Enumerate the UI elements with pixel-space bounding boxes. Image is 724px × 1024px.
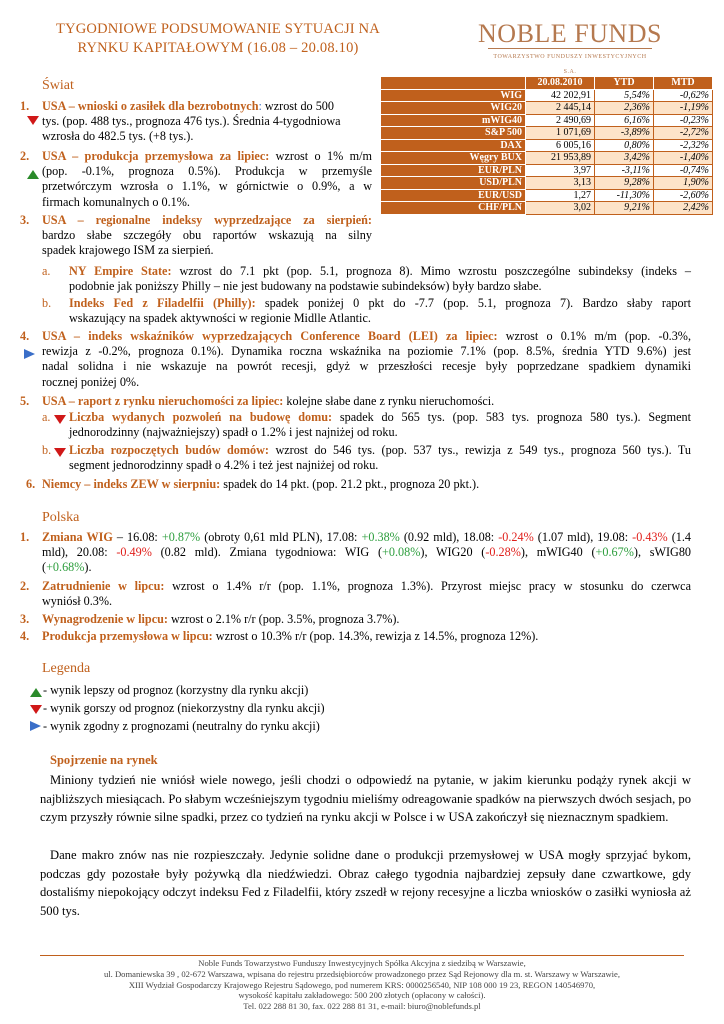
table-row [381,202,713,215]
legend-up-text: - wynik lepszy od prognoz (korzystny dla rynku akcji) [43,683,309,697]
table-row [381,102,713,115]
item-heading: Wynagrodzenie w lipcu: [42,612,168,626]
item-number: 3. [20,612,30,626]
item-line: mld), 20.08: -0.49% (0.82 mld). Zmiana tygodniowa: WIG (+0.08%), WIG20 (-0.28%), mWIG40 (+0.67%), sWIG80 [42,545,692,560]
item-heading: Liczba wydanych pozwoleń na budowę domu: [69,410,333,424]
down-arrow-icon [54,448,66,457]
item-line: Niemcy – indeks ZEW w sierpniu: spadek do 14 pkt. (pop. 21.2 pkt., prognoza 20 pkt.). [42,477,480,491]
row-value: 42 202,91 [526,89,595,102]
row-label: mWIG40 [381,114,526,127]
item-line: rocznej poniżej 0%. [42,374,140,389]
item-number: 2. [20,149,30,163]
row-label: CHF/PLN [381,202,526,215]
item-line: Produkcja przemysłowa w lipcu: wzrost o 10.3% r/r (pop. 14.3%, rewizja z 14.5%, prognoza 12%). [42,629,539,643]
world-item-3a [69,264,691,294]
up-arrow-icon [30,688,42,697]
row-mtd: -2,60% [654,189,713,202]
row-value: 6 005,16 [526,139,595,152]
row-mtd: -1,19% [654,102,713,115]
row-ytd: 5,54% [595,89,654,102]
world-item-4 [42,329,691,390]
world-heading: Świat [42,78,74,93]
poland-item-2 [42,579,691,609]
table-corner [381,77,526,90]
item-heading: USA – raport z rynku nieruchomości za lipiec: [42,394,284,408]
item-line: (pop. -0.1%, prognoza 0.5%). Produkcja w przemyśle [42,164,372,179]
item-heading: USA – regionalne indeksy wyprzedzające za sierpień: [42,213,372,227]
poland-heading: Polska [42,510,80,525]
item-line: bardzo słabe szczegóły obu raportów wskazują na silny [42,228,372,243]
poland-item-1 [42,530,691,576]
up-arrow-icon [27,170,39,179]
item-line: Liczba wydanych pozwoleń na budowę domu: spadek do 565 tys. (pop. 583 tys. prognoza 580 tys.). Segment [69,410,692,424]
sub-item-mark: b. [42,443,52,457]
table-row [381,127,713,140]
row-value: 21 953,89 [526,152,595,165]
item-heading: USA – produkcja przemysłowa za lipiec: [42,149,270,163]
title-line-1: TYGODNIOWE PODSUMOWANIE SYTUACJI NA [56,21,380,37]
item-line: USA – indeks wskaźników wyprzedzających Conference Board (LEI) za lipiec: wzrost o 0.1% m/m (pop. -0.3%, [42,329,692,343]
row-label: USD/PLN [381,177,526,190]
row-label: WIG [381,89,526,102]
table-row [381,139,713,152]
item-line: wzrosła do 482.5 tys. (+8 tys.). [42,129,194,144]
noble-funds-logo [470,20,670,80]
down-arrow-icon [54,415,66,424]
world-item-1 [42,99,372,145]
item-line: Zmiana WIG – 16.08: +0.87% (obroty 0,61 mld PLN), 17.08: +0.38% (0.92 mld), 18.08: -0.24% (1.07 mld), 19.08: -0.43% (1.4 [42,530,692,544]
row-value: 1,27 [526,189,595,202]
item-number: 5. [20,394,30,408]
item-number: 4. [20,329,30,343]
row-label: Węgry BUX [381,152,526,165]
world-item-6 [42,477,691,492]
row-ytd: 9,21% [595,202,654,215]
legend-heading: Legenda [42,661,91,676]
footer-line: Noble Funds Towarzystwo Funduszy Inwestycyjnych Spółka Akcyjna z siedzibą w Warszawie, [198,958,526,968]
outlook-paragraph-1: Miniony tydzień nie wniósł wiele nowego, jeśli chodzi o odpowiedź na pytanie, w jakim kierunku podąży rynek akcji w najbliższych miesiącach. Po słabym wcześniejszym tygodniu mieliśmy odreagowanie spadków na pierwszych dwóch sesjach, po czym przyszły równie silne spadki, przez co tydzień na rynku akcji w Polsce i w USA zakończył się nieznacznym spadkiem. [40,773,691,825]
outlook-paragraph-2: Dane makro znów nas nie rozpieszczały. Jedynie solidne dane o produkcji przemysłowej w USA mogły sprzyjać bykom, podczas gdy pozostałe były pożywką dla niedźwiedzi. Obraz całego tygodnia najbardziej zepsuły dane czwartkowe, gdy dostaliśmy niepokojący odczyt indeksu Fed z Filadelfii, który zszedł w rejony recesyjne a liczba wniosków o zasiłki wyniosła aż 500 tys. [40,848,691,918]
sub-item-mark: a. [42,410,51,424]
item-number: 4. [20,629,30,643]
world-item-2 [42,149,372,210]
row-mtd: -1,40% [654,152,713,165]
item-line: Indeks Fed z Filadelfii (Philly): spadek poniżej 0 pkt do -7.7 (pop. 5.1, prognoza 7). Bardzo słaby raport [69,296,691,310]
table-row [381,89,713,102]
item-line: spadek krajowego ISM za sierpień. [42,243,214,258]
item-line: USA – wnioski o zasiłek dla bezrobotnych: wzrost do 500 [42,99,334,113]
item-line: nadal solidna i nie wskazuje na powrót recesji, gdyż w przeszłości recesje były poprzedzane spadkiem dynamiki [42,359,691,374]
world-item-3b [69,296,691,326]
world-item-5 [42,394,691,409]
row-ytd: -3,11% [595,164,654,177]
row-mtd: -0,23% [654,114,713,127]
market-table-header [381,77,713,90]
outlook-heading: Spojrzenie na rynek [50,753,158,767]
row-ytd: 3,42% [595,152,654,165]
item-line: Zatrudnienie w lipcu: wzrost o 1.4% r/r (pop. 1.1%, prognoza 1.3%). Przyrost miejsc pracy w stosunku do czerwca [42,579,691,593]
sub-item-mark: b. [42,296,52,310]
item-number: 6. [26,477,36,491]
row-value: 3,13 [526,177,595,190]
world-item-5a [69,410,691,440]
world-item-5b [69,443,691,473]
item-heading: Liczba rozpoczętych budów domów: [69,443,269,457]
item-line: podobnie jak poniższy Philly – nie jest budowany na podstawie subindeksów) były bardzo słabe. [69,279,542,294]
world-item-3 [42,213,372,259]
footer-line: ul. Domaniewska 39 , 02-672 Warszawa, wpisana do rejestru przedsiębiorców prowadzonego przez Sąd Rejonowy dla m. st. Warszawy w Warszawie, [103,968,621,979]
table-row [381,189,713,202]
row-value: 2 445,14 [526,102,595,115]
neutral-arrow-icon [30,721,41,731]
item-line: tys. (pop. 488 tys., prognoza 476 tys.). Średnia 4-tygodniowa [42,114,341,129]
row-label: EUR/USD [381,189,526,202]
item-line: USA – raport z rynku nieruchomości za lipiec: kolejne słabe dane z rynku nieruchomości. [42,394,495,408]
item-line: firmach komunalnych o 0.1%. [42,194,190,209]
row-ytd: 9,28% [595,177,654,190]
footer [40,955,684,1012]
table-row [381,114,713,127]
row-ytd: -3,89% [595,127,654,140]
legend-down-text: - wynik gorszy od prognoz (niekorzystny dla rynku akcji) [43,701,325,715]
row-mtd: -0,62% [654,89,713,102]
item-heading: NY Empire State: [69,264,172,278]
item-line: Wynagrodzenie w lipcu: wzrost o 2.1% r/r (pop. 3.5%, prognoza 3.7%). [42,612,400,626]
item-line: Liczba rozpoczętych budów domów: wzrost do 546 tys. (pop. 537 tys., rewizja z 549 tys., prognoza 560 tys.). Tu [69,443,691,457]
down-arrow-icon [27,116,39,125]
item-heading: Niemcy – indeks ZEW w sierpniu: [42,477,221,491]
logo-sub-text: TOWARZYSTWO FUNDUSZY INWESTYCYJNYCH S.A. [488,48,652,80]
legend-neutral-text: - wynik zgodny z prognozami (neutralny do rynku akcji) [43,719,320,733]
item-line: przetwórczym wzrosła o 1.1%, w górnictwie o 0.9%, a w [42,179,372,194]
item-heading: USA – wnioski o zasiłek dla bezrobotnych [42,99,259,113]
item-number: 2. [20,579,30,593]
market-table [380,76,713,215]
row-ytd: 6,16% [595,114,654,127]
item-line: segment jednorodzinny spadł o 4.2% i też jest najniżej od roku. [69,458,379,473]
neutral-arrow-icon [24,349,35,359]
item-number: 1. [20,530,30,544]
col-ytd: YTD [595,77,654,90]
row-value: 3,97 [526,164,595,177]
row-mtd: -0,74% [654,164,713,177]
item-line: NY Empire State: wzrost do 7.1 pkt (pop. 5.1, prognoza 8). Mimo wzrostu poszczególne subindeksy (indeks – [69,264,692,278]
row-mtd: 1,90% [654,177,713,190]
col-date: 20.08.2010 [526,77,595,90]
footer-line: wysokość kapitału zakładowego: 500 200 złotych (opłacony w całości). [238,990,486,1001]
item-line [42,213,372,228]
row-label: WIG20 [381,102,526,115]
logo-main-text: NOBLE FUNDS [478,19,662,48]
item-line: (+0.68%). [42,560,92,575]
item-line: wyniósł 0.3%. [42,594,113,609]
table-row [381,177,713,190]
footer-line: Tel. 022 288 81 30, fax. 022 288 81 31, e-mail: biuro@noblefunds.pl [243,1001,481,1012]
item-line: USA – produkcja przemysłowa za lipiec: wzrost o 1% m/m [42,149,372,163]
row-label: EUR/PLN [381,164,526,177]
item-heading: Indeks Fed z Filadelfii (Philly): [69,296,256,310]
item-line: jednorodzinny (najważniejszy) spadł o 1.2% i jest najniżej od roku. [69,425,398,440]
table-row [381,152,713,165]
down-arrow-icon [30,705,42,714]
sub-item-mark: a. [42,264,51,278]
row-label: S&P 500 [381,127,526,140]
item-line: rewizja z -0.2%, prognoza 0.1%). Dynamika roczna wskaźnika na poziomie 7.1% (pop. 8.5%, średnia YTD 9.6%) jest [42,344,691,359]
item-line: wskazujący na spadek aktywności w regionie Midlle Atlantic. [69,311,371,326]
row-mtd: 2,42% [654,202,713,215]
table-row [381,164,713,177]
title-line-2: RYNKU KAPITAŁOWYM (16.08 – 20.08.10) [77,40,359,56]
row-ytd: 2,36% [595,102,654,115]
item-heading: USA – indeks wskaźników wyprzedzających Conference Board (LEI) za lipiec: [42,329,498,343]
report-title [48,20,388,58]
footer-line: XIII Wydział Gospodarczy Krajowego Rejestru Sądowego, pod numerem KRS: 0000256540, NIP 108 000 19 23, REGON 140546970, [128,979,596,990]
item-number: 1. [20,99,30,113]
row-ytd: 0,80% [595,139,654,152]
poland-item-3 [42,612,691,627]
row-value: 2 490,69 [526,114,595,127]
row-mtd: -2,32% [654,139,713,152]
row-ytd: -11,30% [595,189,654,202]
row-label: DAX [381,139,526,152]
item-number: 3. [20,213,30,227]
col-mtd: MTD [654,77,713,90]
item-heading: Zatrudnienie w lipcu: [42,579,165,593]
item-heading: Produkcja przemysłowa w lipcu: [42,629,213,643]
row-value: 3,02 [526,202,595,215]
item-heading: Zmiana WIG [42,530,113,544]
poland-item-4 [42,629,691,644]
row-mtd: -2,72% [654,127,713,140]
row-value: 1 071,69 [526,127,595,140]
